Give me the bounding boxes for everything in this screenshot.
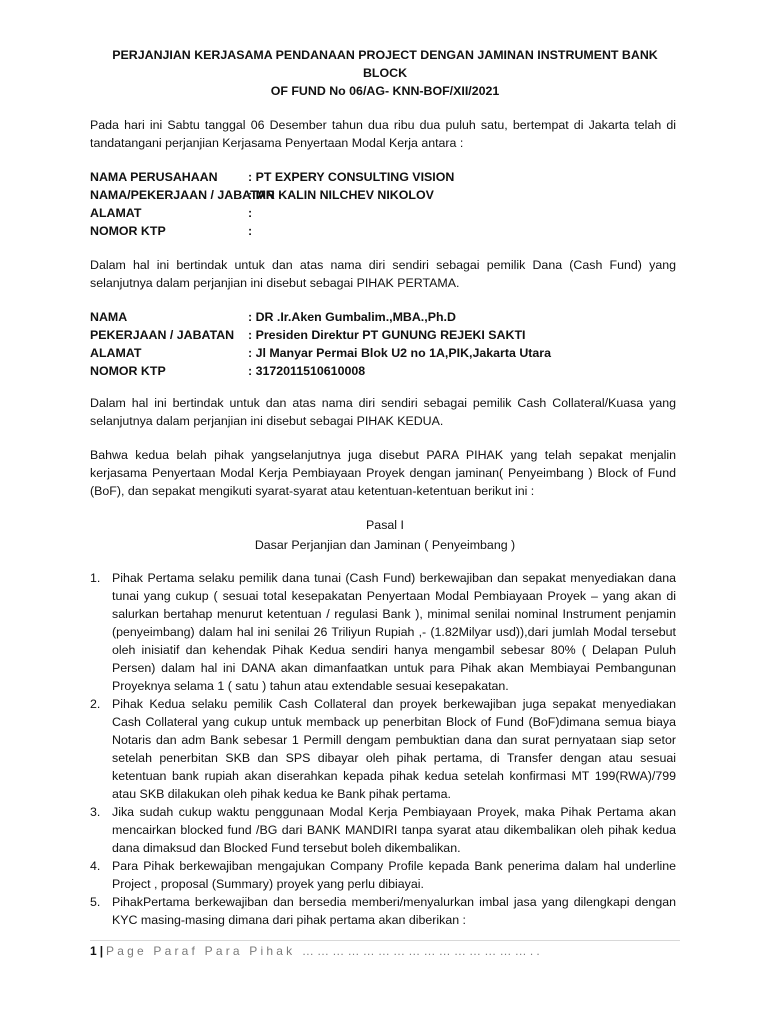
party-two-row <box>90 362 680 380</box>
list-item <box>90 803 676 857</box>
field-label: NAMA <box>90 310 128 324</box>
field-label: ALAMAT <box>90 346 142 360</box>
document-title <box>90 46 680 100</box>
field-label: NAMA PERUSAHAAN <box>90 170 218 184</box>
field-value: : <box>248 224 253 238</box>
clause-text: Pihak Kedua selaku pemilik Cash Collateral dan proyek berkewajiban juga sepakat menyediakan Cash Collateral yang cukup untuk memback up penerbitan Block of Fund (BoF)dimana semua biaya Notaris dan adm Bank sebesar 1 Permill dengam pembuktian dana dan surat pernyataan siap setor setelah penerbitan SKB dan SPS dibayar oleh pihak pertama, di Transfer dengan atau sesuai ketentuan bank rupiah akan diserahkan kepada pihak kedua setelah konfirmasi MT 199(RWA)/799 atau SKB dilakukan oleh pihak kedua ke Bank pihak pertama. <box>112 697 676 801</box>
clause-number: 4. <box>90 859 101 873</box>
party-one-row <box>90 204 680 222</box>
field-label: NOMOR KTP <box>90 364 166 378</box>
field-value: : Presiden Direktur PT GUNUNG REJEKI SAKTI <box>248 328 526 342</box>
field-label: ALAMAT <box>90 206 142 220</box>
clause-number: 1. <box>90 571 101 585</box>
clause-number: 5. <box>90 895 101 909</box>
footer-separator: | <box>99 944 104 958</box>
intro-paragraph: Pada hari ini Sabtu tanggal 06 Desember tahun dua ribu dua puluh satu, bertempat di Jakarta telah di tandatangani perjanjian Kerjasama Penyertaan Modal Kerja antara : <box>90 118 676 150</box>
field-value: : DR .Ir.Aken Gumbalim.,MBA.,Ph.D <box>248 310 456 324</box>
party-one-row <box>90 168 680 186</box>
clause-list <box>90 569 676 929</box>
list-item <box>90 857 676 893</box>
article-subtitle: Dasar Perjanjian dan Jaminan ( Penyeimbang ) <box>254 538 516 552</box>
field-value: : 3172011510610008 <box>248 364 366 378</box>
party-one-row <box>90 222 680 240</box>
field-label: PEKERJAAN / JABATAN <box>90 328 235 342</box>
field-label: NAMA/PEKERJAAN / JABATAN <box>90 188 275 202</box>
list-item <box>90 695 676 803</box>
clause-text: Pihak Pertama selaku pemilik dana tunai (Cash Fund) berkewajiban dan sepakat menyediakan dana tunai yang cukup ( sesuai total kesepakatan Penyertaan Modal Pembiayaan Proyek – yang akan di salurkan bertahap menurut ketentuan / regulasi Bank ), minimal senilai nominal Instrument penjamin (penyeimbang) dalam hal ini senilai 26 Triliyun Rupiah ,- (1.82Milyar usd)),dari jumlah Modal tersebut oleh inisiatif dan kehendak Pihak Kedua sendiri hanya mengambil sebesar 80% ( Delapan Puluh Persen) dalam hal ini DANA akan dimanfaatkan untuk para Pihak akan Membiayai Pembangunan Proyeknya selama 1 ( satu ) tahun atau extendable sesuai kesepakatan. <box>112 571 676 693</box>
party-two-row <box>90 344 680 362</box>
party-two-row <box>90 308 680 326</box>
party-one-details <box>90 168 680 240</box>
clause-number: 3. <box>90 805 101 819</box>
clause-text: PihakPertama berkewajiban dan bersedia memberi/menyalurkan imbal jasa yang dilengkapi dengan KYC masing-masing dimana dari pihak pertama akan diberikan : <box>112 895 676 927</box>
clause-text: Jika sudah cukup waktu penggunaan Modal Kerja Pembiayaan Proyek, maka Pihak Pertama akan mencairkan blocked fund /BG dari BANK MANDIRI tanpa syarat atau dikembalikan oleh pihak kedua dana dimaksud dan Blocked Fund tersebut boleh dikembalikan. <box>112 805 676 855</box>
page-number: 1 <box>90 944 97 958</box>
clause-text: Para Pihak berkewajiban mengajukan Company Profile kepada Bank penerima dalam hal underline Project , proposal (Summary) proyek yang perlu dibiayai. <box>112 859 676 891</box>
field-value: : MR KALIN NILCHEV NIKOLOV <box>248 188 434 202</box>
title-line-1: PERJANJIAN KERJASAMA PENDANAAN PROJECT DENGAN JAMINAN INSTRUMENT BANK BLOCK <box>112 48 658 80</box>
footer-divider <box>90 940 680 941</box>
article-heading <box>90 515 680 555</box>
party-two-details <box>90 308 680 380</box>
list-item <box>90 569 676 695</box>
field-value: : Jl Manyar Permai Blok U2 no 1A,PIK,Jakarta Utara <box>248 346 552 360</box>
party-two-row <box>90 326 680 344</box>
field-value: : PT EXPERY CONSULTING VISION <box>248 170 455 184</box>
party-two-statement: Dalam hal ini bertindak untuk dan atas nama diri sendiri sebagai pemilik Cash Collateral/Kuasa yang selanjutnya dalam perjanjian ini disebut sebagai PIHAK KEDUA. <box>90 396 676 428</box>
field-value: : <box>248 206 253 220</box>
list-item <box>90 893 676 929</box>
footer-text: Page Paraf Para Pihak ……………………………………….. <box>106 944 543 958</box>
title-line-2: OF FUND No 06/AG- KNN-BOF/XII/2021 <box>270 84 500 98</box>
party-one-row <box>90 186 680 204</box>
page-footer <box>90 944 543 958</box>
party-one-statement: Dalam hal ini bertindak untuk dan atas nama diri sendiri sebagai pemilik Dana (Cash Fund) yang selanjutnya dalam perjanjian ini disebut sebagai PIHAK PERTAMA. <box>90 258 676 290</box>
agreement-statement: Bahwa kedua belah pihak yangselanjutnya juga disebut PARA PIHAK yang telah sepakat menjalin kerjasama Penyertaan Modal Kerja Pembiayaan Proyek dengan jaminan( Penyeimbang ) Block of Fund (BoF), dan sepakat mengikuti syarat-syarat atau ketentuan-ketentuan berikut ini : <box>90 448 676 498</box>
clause-number: 2. <box>90 697 101 711</box>
article-title: Pasal I <box>366 518 404 532</box>
field-label: NOMOR KTP <box>90 224 166 238</box>
